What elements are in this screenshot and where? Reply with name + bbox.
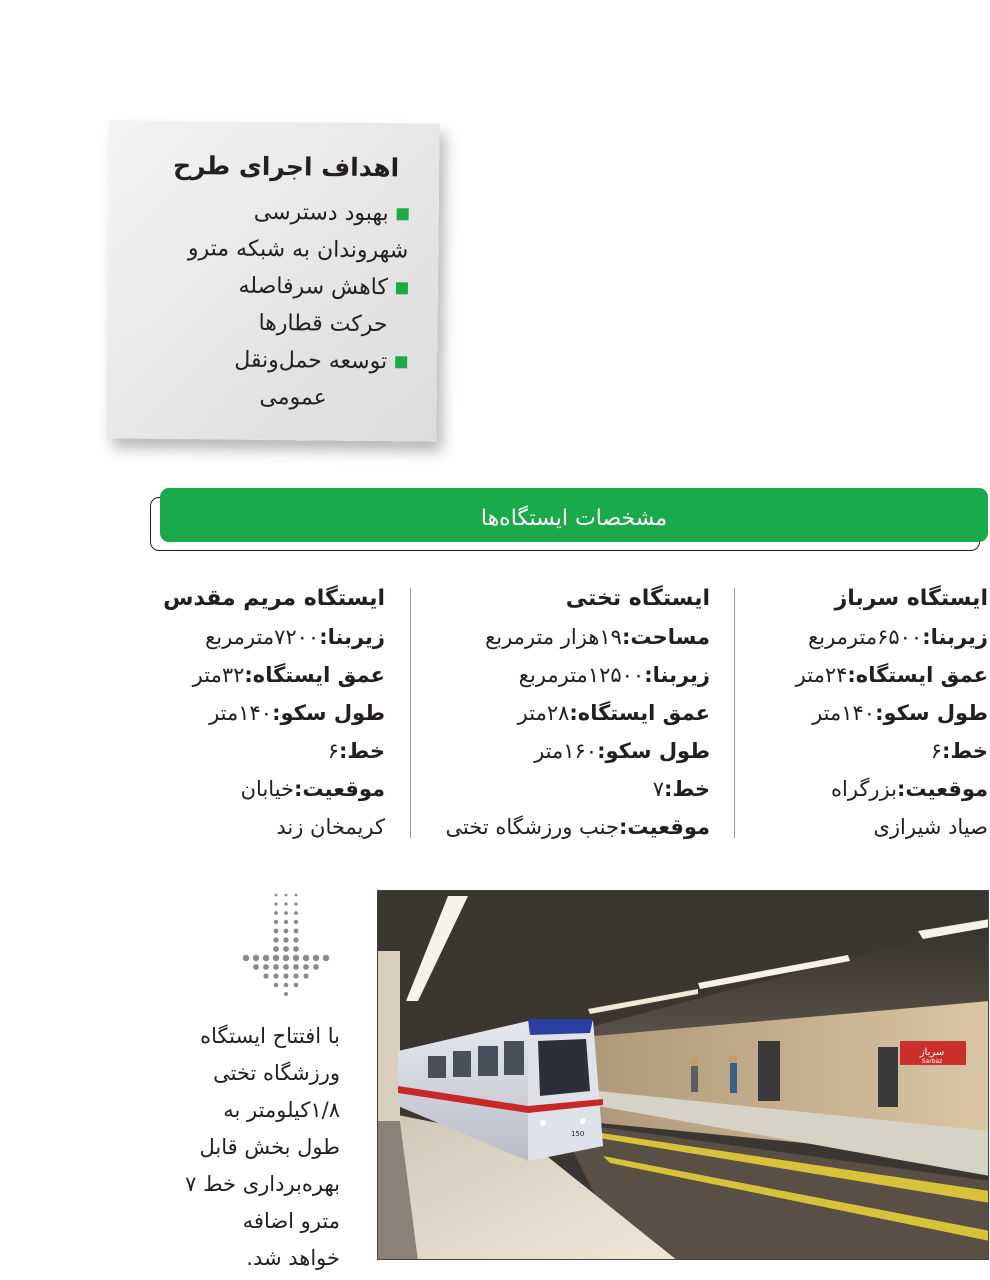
station-field-extra: کریمخان زند	[276, 815, 385, 839]
station-field: خط:۶	[327, 739, 385, 763]
station-field: عمق ایستگاه:۲۴متر	[795, 663, 988, 687]
station-field: خط:۷	[652, 777, 710, 801]
station-field: موقعیت:خیابان	[240, 777, 385, 801]
station-field: طول سکو:۱۴۰متر	[812, 701, 988, 725]
green-square-bullet-icon	[397, 208, 409, 220]
goals-note	[106, 120, 439, 441]
caption-line: طول بخش قابل	[199, 1135, 340, 1159]
station-column-sarbaz	[796, 580, 988, 846]
goal-item-1	[188, 193, 409, 269]
station-field-extra: صیاد شیرازی	[873, 815, 988, 839]
station-field: طول سکو:۱۶۰متر	[534, 739, 710, 763]
caption-line: با افتتاح ایستگاه	[200, 1024, 340, 1048]
dotted-down-arrow-icon	[238, 890, 334, 1002]
station-sign-text: سرباز	[919, 1047, 945, 1058]
station-field: مساحت:۱۹هزار مترمربع	[485, 625, 710, 649]
station-field: موقعیت:جنب ورزشگاه تختی	[445, 815, 710, 839]
goal-item-3	[234, 342, 408, 418]
station-field: طول سکو:۱۴۰متر	[209, 701, 385, 725]
goal-text: توسعه حمل‌ونقل	[234, 347, 388, 375]
metro-station-photo	[377, 890, 989, 1260]
photo-caption	[140, 1018, 340, 1277]
station-column-maryam	[163, 580, 385, 846]
caption-line: ورزشگاه تختی	[213, 1061, 340, 1085]
station-field: زیربنا:۶۵۰۰مترمربع	[808, 625, 988, 649]
train-number: 150	[571, 1130, 585, 1138]
station-field: عمق ایستگاه:۲۸متر	[517, 701, 710, 725]
goal-text: بهبود دسترسی	[253, 199, 389, 227]
green-square-bullet-icon	[395, 356, 407, 368]
caption-line: مترو اضافه	[242, 1209, 340, 1233]
section-title: مشخصات ایستگاه‌ها	[480, 506, 668, 531]
station-name: ایستگاه تختی	[565, 586, 710, 611]
column-divider	[734, 588, 735, 838]
goal-text: کاهش سرفاصله	[238, 273, 389, 301]
green-square-bullet-icon	[396, 282, 408, 294]
station-column-takhti	[445, 580, 710, 846]
goal-text-cont: حرکت قطارها	[258, 310, 388, 338]
caption-line: بهره‌برداری خط ۷	[185, 1172, 340, 1196]
station-field: عمق ایستگاه:۳۲متر	[192, 663, 385, 687]
station-name: ایستگاه سرباز	[834, 586, 988, 611]
station-field: زیربنا:۱۲۵۰۰مترمربع	[518, 663, 710, 687]
caption-line: ۱/۸کیلومتر به	[223, 1098, 340, 1122]
goal-item-2	[238, 268, 408, 344]
station-sign-latin: Sarbaz	[921, 1058, 943, 1065]
station-name: ایستگاه مریم مقدس	[163, 586, 385, 611]
goal-text-cont: شهروندان به شبکه مترو	[187, 236, 409, 264]
station-field: زیربنا:۷۲۰۰مترمربع	[205, 625, 385, 649]
goal-text-cont: عمومی	[259, 384, 327, 411]
station-field: موقعیت:بزرگراه	[831, 777, 988, 801]
column-divider	[410, 588, 411, 838]
goals-title: اهداف اجرای طرح	[172, 150, 400, 183]
metro-photo-illustration	[378, 891, 989, 1260]
station-field: خط:۶	[930, 739, 988, 763]
caption-line: خواهد شد.	[246, 1246, 340, 1270]
